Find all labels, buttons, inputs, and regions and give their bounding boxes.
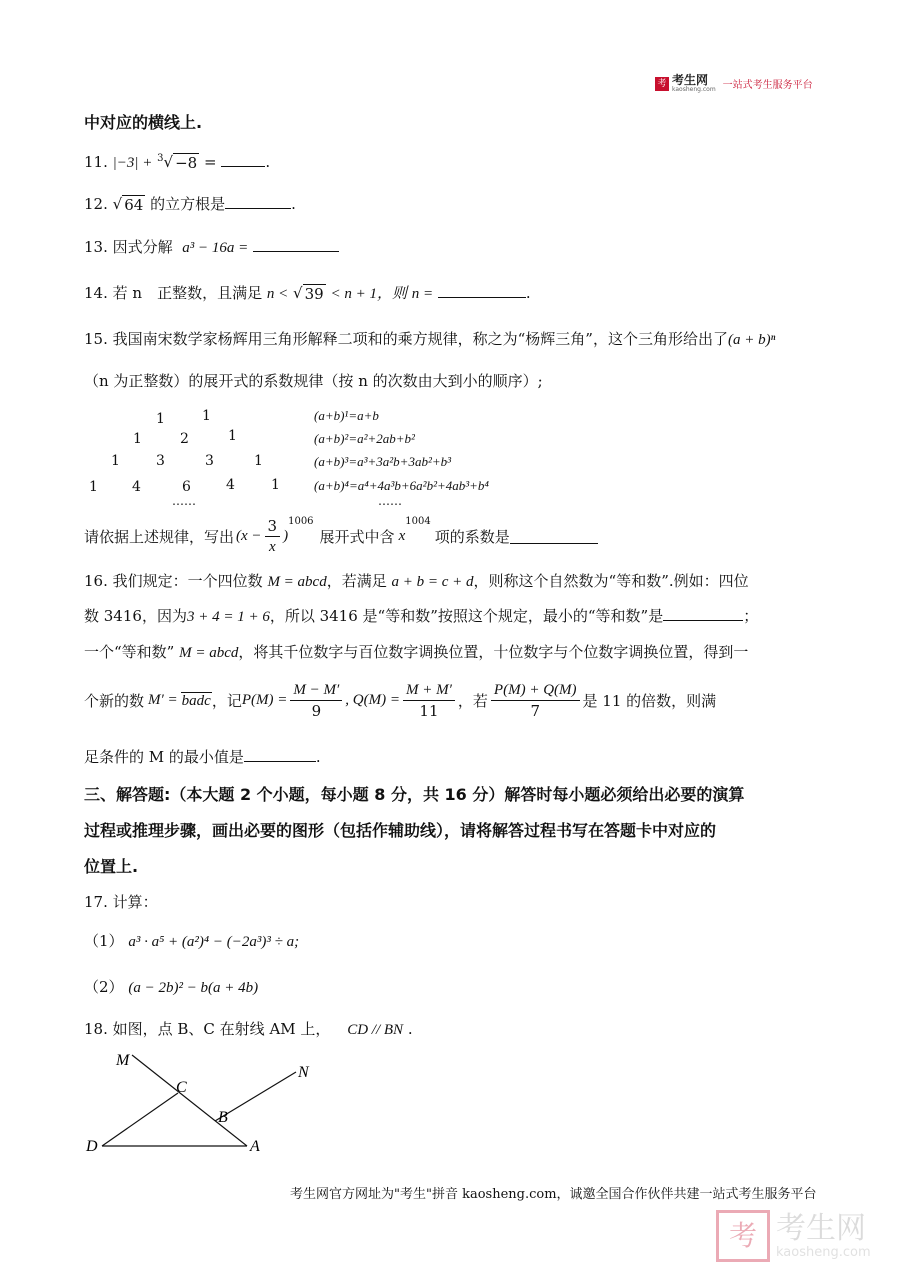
header-logo <box>655 74 813 93</box>
q16-frac-p <box>290 680 342 721</box>
watermark-domain: kaosheng.com <box>776 1244 871 1260</box>
q12-text: 的立方根是 <box>150 195 226 213</box>
q15-line1-expr: (a + b)ⁿ <box>727 332 776 348</box>
q18-title <box>84 1018 413 1039</box>
q16-line4-c: ，若 <box>457 692 488 710</box>
q14-expr-a: n < <box>266 286 289 302</box>
watermark-name: 考生网 <box>776 1210 866 1246</box>
q15-ask-c: 项的系数是 <box>434 528 510 546</box>
question-11 <box>84 152 270 172</box>
q14-number: 14. <box>84 284 108 302</box>
q14-radicand: 39 <box>304 285 324 303</box>
q16-line4-d: 是 11 的倍数，则满 <box>582 692 717 710</box>
expansion-4: (a+b)⁴=a⁴+4a³b+6a²b²+4ab³+b⁴ <box>314 478 489 493</box>
question-13 <box>84 236 339 257</box>
triangle-r1-c2: 1 <box>202 408 211 424</box>
q16-line1 <box>84 570 749 591</box>
question-15-line1 <box>84 328 775 349</box>
q17-number: 17. <box>84 893 108 911</box>
watermark-logo-icon: 考 <box>716 1210 770 1262</box>
q11-equals: = <box>204 153 217 171</box>
q17-title <box>84 891 158 912</box>
triangle-r3-c2: 3 <box>156 453 165 469</box>
q14-end: . <box>525 284 531 302</box>
q17-part1 <box>84 930 299 951</box>
q16-line1-cond: a + b = c + d <box>391 574 474 590</box>
q16-line3-b: ，将其千位数字与百位数字调换位置，十位数字与个位数字调换位置，得到一 <box>238 643 749 661</box>
q15-x-exp: 1004 <box>405 516 431 527</box>
q16-line2 <box>84 605 758 626</box>
q14-expr-c: n = <box>411 286 434 302</box>
q16-frac-r-num: P(M) + Q(M) <box>491 680 580 701</box>
q16-line3-a: 一个“等和数” <box>84 643 175 661</box>
label-c: C <box>176 1079 187 1096</box>
question-12 <box>84 193 296 214</box>
expansion-1: (a+b)¹=a+b <box>314 408 379 423</box>
triangle-r3-c3: 3 <box>205 453 214 469</box>
q15-number: 15. <box>84 330 108 348</box>
section3-line3: 位置上. <box>84 857 139 876</box>
triangle-r2-c2: 2 <box>180 431 189 447</box>
intro-tail: 中对应的横线上. <box>84 113 203 132</box>
q16-frac-p-den: 9 <box>311 702 322 720</box>
q15-ask-b: 展开式中含 <box>319 528 395 546</box>
watermark <box>716 1210 871 1262</box>
q17-p2-expr: (a − 2b)² − b(a + 4b) <box>128 980 259 996</box>
q16-line4-b: ，记 <box>211 692 242 710</box>
q15-fraction <box>265 516 281 557</box>
triangle-r4-c2: 4 <box>132 479 141 495</box>
section3-line2: 过程或推理步骤，画出必要的图形（包括作辅助线），请将解答过程书写在答题卡中对应的 <box>84 821 717 840</box>
q11-end: . <box>265 153 271 171</box>
q13-number: 13. <box>84 238 108 256</box>
triangle-dots: …… <box>172 494 196 508</box>
q16-frac-r-den: 7 <box>530 702 540 720</box>
q16-line5-a: 足条件的 M 的最小值是 <box>84 748 244 766</box>
q16-line2-a: 数 3416，因为 <box>84 607 187 625</box>
segment-dc <box>102 1093 178 1146</box>
q14-text-a: 若 n 正整数，且满足 <box>112 284 263 302</box>
label-n: N <box>298 1064 309 1081</box>
q13-text: 因式分解 <box>112 238 173 256</box>
q11-root-index: 3 <box>157 153 164 164</box>
triangle-r4-c4: 4 <box>226 477 235 493</box>
q16-line1-m: M = abcd <box>267 574 327 590</box>
q16-line1-a: 我们规定：一个四位数 <box>112 572 263 590</box>
q15-exp: 1006 <box>288 516 314 527</box>
triangle-r4-c3: 6 <box>182 479 191 495</box>
q14-answer-blank[interactable] <box>438 283 526 298</box>
q17-part2 <box>84 976 258 997</box>
q18-end: . <box>407 1020 413 1038</box>
q16-blank-1[interactable] <box>663 606 743 621</box>
label-a: A <box>250 1138 260 1155</box>
q15-question <box>84 516 598 557</box>
q12-number: 12. <box>84 195 108 213</box>
q18-figure <box>80 1045 340 1160</box>
label-m: M <box>116 1052 130 1069</box>
q16-line3 <box>84 641 748 662</box>
logo-mark-icon: 考 <box>655 77 669 91</box>
ray-am <box>132 1055 247 1146</box>
expansion-2: (a+b)²=a²+2ab+b² <box>314 431 415 446</box>
q16-line4-mp: M′ = <box>148 692 178 708</box>
q15-answer-blank[interactable] <box>510 529 598 544</box>
triangle-r1-c1: 1 <box>156 411 165 427</box>
q16-line1-c: ，则称这个自然数为“等和数”.例如：四位 <box>473 572 749 590</box>
q12-answer-blank[interactable] <box>225 194 291 209</box>
q16-line4-a: 个新的数 <box>84 692 145 710</box>
logo-name: 考生网 <box>672 73 709 87</box>
q16-line4-q: , Q(M) = <box>345 692 400 708</box>
q14-sqrt: √ 39 <box>293 284 324 303</box>
q12-sqrt: √ 64 <box>112 195 144 214</box>
triangle-r3-c4: 1 <box>254 453 263 469</box>
label-d: D <box>86 1138 98 1155</box>
q13-answer-blank[interactable] <box>253 237 339 252</box>
footer-note: 考生网官方网址为"考生"拼音 kaosheng.com，诚邀全国合作伙伴共建一站式考生服务平台 <box>290 1187 817 1202</box>
label-b: B <box>218 1109 228 1126</box>
triangle-r4-c5: 1 <box>271 477 280 493</box>
q16-frac-p-num: M − M′ <box>290 680 342 701</box>
q16-line4-p: P(M) = <box>241 692 288 708</box>
q16-line5-end: . <box>315 748 321 766</box>
question-14 <box>84 282 531 303</box>
q12-end: . <box>291 195 296 213</box>
q15-line2: （n 为正整数）的展开式的系数规律（按 n 的次数由大到小的顺序）; <box>84 372 543 390</box>
q16-line1-b: ，若满足 <box>326 572 387 590</box>
q15-open: (x − <box>236 528 262 544</box>
q11-answer-blank[interactable] <box>221 152 265 167</box>
triangle-r2-c3: 1 <box>228 428 237 444</box>
q16-number: 16. <box>84 572 108 590</box>
q17-p1-label: （1） <box>84 932 124 950</box>
expansion-dots: …… <box>378 494 402 508</box>
q16-frac-q <box>403 680 455 721</box>
triangle-r4-c1: 1 <box>89 479 98 495</box>
q16-line4-over: badc <box>181 692 211 709</box>
q12-radicand: 64 <box>124 196 144 214</box>
q15-ask-a: 请依据上述规律，写出 <box>84 528 235 546</box>
q14-expr-b: < n + 1，则 <box>330 286 407 302</box>
q16-line5 <box>84 746 321 767</box>
logo-domain: kaosheng.com <box>672 86 716 93</box>
q16-line2-end: ； <box>743 607 759 625</box>
q15-line1: 我国南宋数学家杨辉用三角形解释二项和的乘方规律，称之为“杨辉三角”，这个三角形给出了 <box>112 330 728 348</box>
q17-text: 计算： <box>112 893 158 911</box>
q16-line2-b: ，所以 3416 是“等和数”按照这个规定，最小的“等和数”是 <box>269 607 664 625</box>
q18-text: 如图，点 B、C 在射线 AM 上， <box>112 1020 331 1038</box>
section3-line1: 三、解答题:（本大题 2 个小题，每小题 8 分，共 16 分）解答时每小题必须给出必要的演算 <box>84 785 745 804</box>
expansion-3: (a+b)³=a³+3a²b+3ab²+b³ <box>314 454 452 469</box>
q11-expr-a: |−3| + <box>112 155 153 171</box>
q16-blank-2[interactable] <box>244 747 316 762</box>
q15-frac-num: 3 <box>265 516 281 537</box>
q15-frac-den: x <box>268 539 276 555</box>
q16-frac-q-num: M + M′ <box>403 680 455 701</box>
triangle-r3-c1: 1 <box>111 453 120 469</box>
triangle-r2-c1: 1 <box>133 431 142 447</box>
q18-number: 18. <box>84 1020 108 1038</box>
q16-frac-r <box>491 680 580 721</box>
q15-close: ) <box>283 528 289 544</box>
q11-cube-root: √ −8 <box>163 153 198 172</box>
logo-slogan: 一站式考生服务平台 <box>722 80 813 91</box>
q18-relation: CD // BN <box>347 1022 404 1038</box>
q17-p1-expr: a³ · a⁵ + (a²)⁴ − (−2a³)³ ÷ a; <box>128 934 300 950</box>
q15-x: x <box>398 528 406 544</box>
q17-p2-label: （2） <box>84 978 124 996</box>
q16-line4 <box>84 680 716 721</box>
q11-radicand: −8 <box>175 154 198 172</box>
q16-frac-q-den: 11 <box>419 702 439 720</box>
q16-line3-m: M = abcd <box>179 645 239 661</box>
q11-number: 11. <box>84 153 108 171</box>
q13-expr: a³ − 16a = <box>182 240 249 256</box>
q16-line2-expr: 3 + 4 = 1 + 6 <box>186 609 270 625</box>
